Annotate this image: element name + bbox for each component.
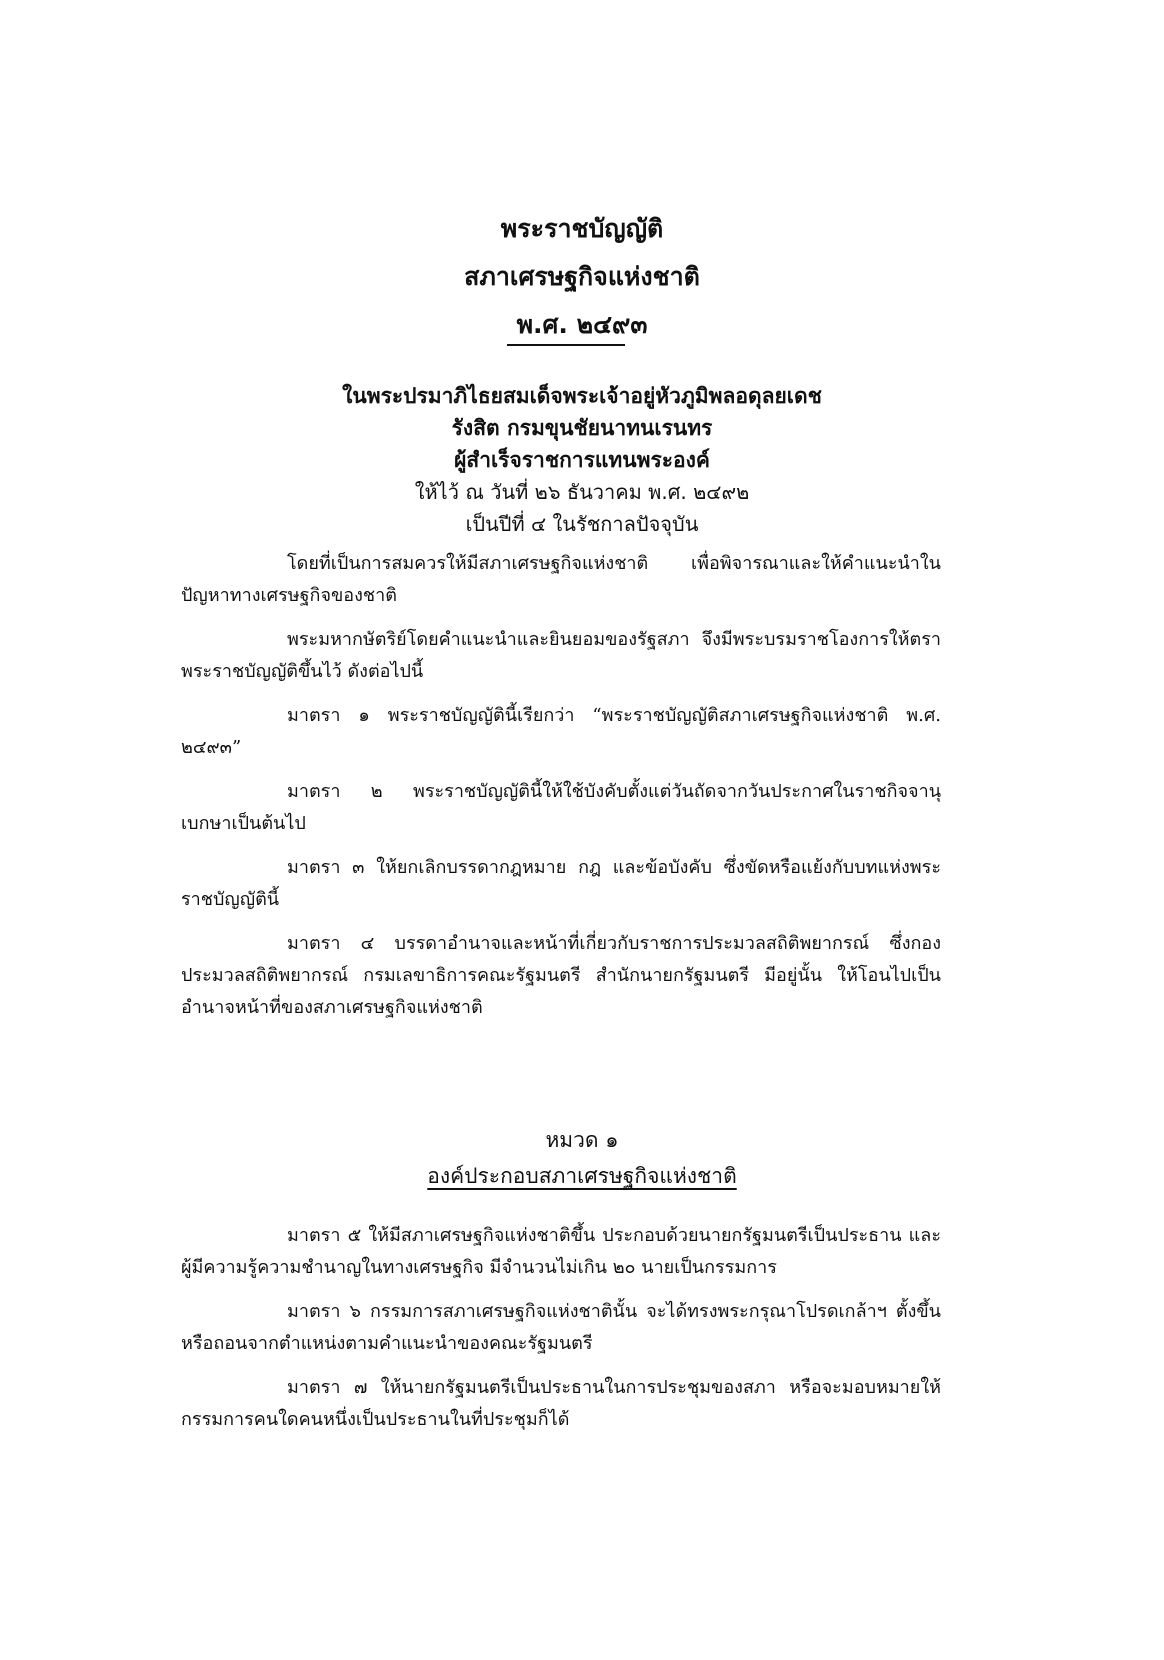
section-1: มาตรา ๑ พระราชบัญญัตินี้เรียกว่า “พระราชบัญญัติสภาเศรษฐกิจแห่งชาติ พ.ศ. ๒๔๙๓” [181, 705, 941, 758]
paragraph-enactment: พระมหากษัตริย์โดยคำแนะนำและยินยอมของรัฐสภา จึงมีพระบรมราชโองการให้ตราพระราชบัญญัติขึ้นไว้ ดังต่อไปนี้ [181, 629, 941, 682]
chapter-title: องค์ประกอบสภาเศรษฐกิจแห่งชาติ [427, 1164, 737, 1188]
section-3: มาตรา ๓ ให้ยกเลิกบรรดากฎหมาย กฎ และข้อบังคับ ซึ่งขัดหรือแย้งกับบทแห่งพระราชบัญญัตินี้ [181, 857, 941, 910]
main-body [181, 548, 941, 1036]
preamble-date: ให้ไว้ ณ วันที่ ๒๖ ธันวาคม พ.ศ. ๒๔๙๒ [414, 480, 750, 504]
section-7: มาตรา ๗ ให้นายกรัฐมนตรีเป็นประธานในการประชุมของสภา หรือจะมอบหมายให้กรรมการคนใดคนหนึ่งเป็นประธานในที่ประชุมก็ได้ [181, 1377, 941, 1430]
paragraph-recital: โดยที่เป็นการสมควรให้มีสภาเศรษฐกิจแห่งชาติ เพื่อพิจารณาและให้คำแนะนำในปัญหาทางเศรษฐกิจของชาติ [181, 553, 941, 606]
title-divider [507, 344, 625, 346]
title-name: สภาเศรษฐกิจแห่งชาติ [464, 262, 700, 291]
chapter-heading [0, 1122, 1164, 1194]
section-6: มาตรา ๖ กรรมการสภาเศรษฐกิจแห่งชาตินั้น จะได้ทรงพระกรุณาโปรดเกล้าฯ ตั้งขึ้น หรือถอนจากตำแหน่งตามคำแนะนำของคณะรัฐมนตรี [181, 1301, 941, 1354]
title-act: พระราชบัญญัติ [500, 214, 664, 243]
preamble-line-2: รังสิต กรมขุนชัยนาทนเรนทร [451, 416, 713, 440]
preamble-line-3: ผู้สำเร็จราชการแทนพระองค์ [454, 448, 710, 472]
preamble-line-1: ในพระปรมาภิไธยสมเด็จพระเจ้าอยู่หัวภูมิพลอดุลยเดช [342, 384, 822, 408]
title-year: พ.ศ. ๒๔๙๓ [516, 310, 648, 339]
preamble-reign-year: เป็นปีที่ ๔ ในรัชกาลปัจจุบัน [465, 512, 699, 536]
section-2: มาตรา ๒ พระราชบัญญัตินี้ให้ใช้บังคับตั้งแต่วันถัดจากวันประกาศในราชกิจจานุเบกษาเป็นต้นไป [181, 781, 941, 834]
royal-preamble [0, 380, 1164, 540]
chapter-body [181, 1220, 941, 1448]
document-title [0, 205, 1164, 349]
section-4: มาตรา ๔ บรรดาอำนาจและหน้าที่เกี่ยวกับราชการประมวลสถิติพยากรณ์ ซึ่งกองประมวลสถิติพยากรณ์ กรมเลขาธิการคณะรัฐมนตรี สำนักนายกรัฐมนตรี มีอยู่นั้น ให้โอนไปเป็นอำนาจหน้าที่ของสภาเศรษฐกิจแห่งชาติ [181, 933, 941, 1018]
section-5: มาตรา ๕ ให้มีสภาเศรษฐกิจแห่งชาติขึ้น ประกอบด้วยนายกรัฐมนตรีเป็นประธาน และผู้มีความรู้ความชำนาญในทางเศรษฐกิจ มีจำนวนไม่เกิน ๒๐ นายเป็นกรรมการ [181, 1225, 941, 1278]
chapter-number: หมวด ๑ [545, 1128, 619, 1152]
